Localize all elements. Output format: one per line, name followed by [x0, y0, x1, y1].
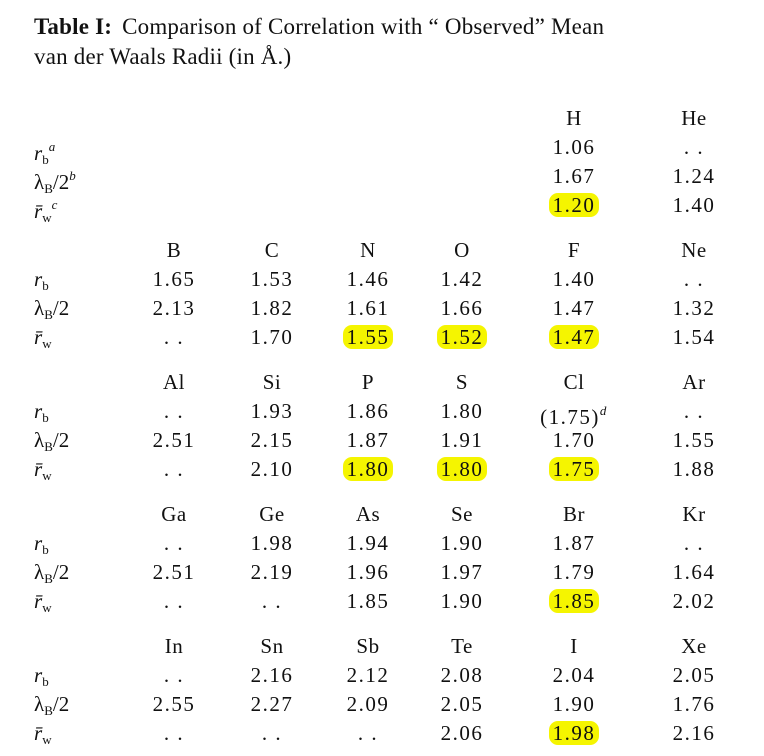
lambda-subscript: B — [44, 571, 53, 586]
rw-cell — [634, 719, 754, 747]
rw-cell-highlighted-value: 1.98 — [549, 721, 600, 745]
row-label-rb — [34, 265, 49, 293]
rb-cell-value: 2.04 — [552, 663, 596, 687]
lambda-cell — [402, 690, 522, 718]
lambda-cell-value: 1.82 — [250, 296, 294, 320]
lambda-cell-value: 2.55 — [152, 692, 196, 716]
rw-cell-value: . . — [163, 457, 185, 481]
lambda-cell — [514, 690, 634, 718]
element-symbol-value: S — [455, 370, 469, 394]
lambda-cell-value: 2.51 — [152, 560, 196, 584]
rw-cell — [402, 719, 522, 747]
rw-cell-value: . . — [261, 721, 283, 745]
rb-cell-value: . . — [163, 531, 185, 555]
rb-cell — [634, 661, 754, 689]
lambda-cell — [514, 294, 634, 322]
element-symbol — [402, 236, 522, 264]
element-symbol-value: I — [570, 634, 578, 658]
rw-cell — [634, 455, 754, 483]
row-label-lambda — [34, 294, 69, 322]
row-label-lambda — [34, 426, 69, 454]
rb-cell — [634, 265, 754, 293]
lambda-cell-value: 1.90 — [552, 692, 596, 716]
element-symbol — [634, 632, 754, 660]
rb-cell-value: 1.90 — [440, 531, 484, 555]
rw-cell-value: . . — [261, 589, 283, 613]
rw-symbol: r̄ — [34, 721, 43, 745]
rb-cell — [514, 397, 634, 429]
element-symbol — [514, 104, 634, 132]
element-symbol-value: Cl — [563, 370, 585, 394]
lambda-cell-value: 2.19 — [250, 560, 294, 584]
rb-cell-value: 1.06 — [552, 135, 596, 159]
element-symbol-value: C — [264, 238, 280, 262]
rb-cell — [514, 133, 634, 161]
rw-cell-value: . . — [163, 325, 185, 349]
lambda-cell-value: 2.27 — [250, 692, 294, 716]
rb-symbol: r — [34, 663, 43, 687]
rb-subscript: b — [42, 674, 49, 689]
element-symbol-value: N — [360, 238, 376, 262]
rb-cell-value: 2.12 — [346, 663, 390, 687]
element-symbol-value: F — [567, 238, 581, 262]
rb-symbol: r — [34, 267, 43, 291]
lambda-cell-value: 1.97 — [440, 560, 484, 584]
lambda-symbol: λ — [34, 296, 45, 320]
element-symbol-value: Ge — [259, 502, 285, 526]
rb-cell — [402, 397, 522, 425]
rb-symbol: r — [34, 399, 43, 423]
rb-cell-value: 2.08 — [440, 663, 484, 687]
row-label-rb — [34, 133, 56, 167]
lambda-divisor: /2 — [52, 692, 70, 716]
rw-cell-highlighted-value: 1.80 — [343, 457, 394, 481]
title-line-1: Comparison of Correlation with “ Observed” Mean — [122, 14, 605, 39]
rb-cell-value: 1.46 — [346, 267, 390, 291]
rw-subscript: w — [42, 468, 52, 483]
rb-cell-value: 1.98 — [250, 531, 294, 555]
element-symbol — [634, 104, 754, 132]
rw-cell — [634, 587, 754, 615]
row-label-rw — [34, 719, 52, 747]
element-symbol-value: Br — [563, 502, 585, 526]
rw-cell — [402, 323, 522, 351]
element-symbol-value: Xe — [681, 634, 707, 658]
lambda-subscript: B — [44, 307, 53, 322]
element-symbol-value: As — [355, 502, 381, 526]
table-label: Table I: — [34, 14, 113, 39]
rb-cell-value: . . — [683, 135, 705, 159]
lambda-cell-value: 1.70 — [552, 428, 596, 452]
rb-cell-value: 1.94 — [346, 531, 390, 555]
lambda-divisor: /2 — [52, 560, 70, 584]
row-label-rw — [34, 455, 52, 483]
element-symbol — [514, 632, 634, 660]
rb-cell-value: 1.80 — [440, 399, 484, 423]
rw-subscript: w — [42, 336, 52, 351]
rw-cell-value: 1.54 — [672, 325, 716, 349]
lambda-cell-value: 2.05 — [440, 692, 484, 716]
row-label-rb — [34, 397, 49, 425]
rb-symbol: r — [34, 141, 43, 165]
rw-cell-highlighted-value: 1.55 — [343, 325, 394, 349]
rb-cell-value: . . — [163, 399, 185, 423]
rb-cell-value: . . — [683, 267, 705, 291]
rw-cell-value: 2.10 — [250, 457, 294, 481]
element-symbol — [634, 368, 754, 396]
rw-cell-highlighted-value: 1.85 — [549, 589, 600, 613]
row-label-rw — [34, 191, 58, 225]
lambda-cell — [634, 558, 754, 586]
lambda-cell-value: 1.79 — [552, 560, 596, 584]
rw-cell-value: 2.06 — [440, 721, 484, 745]
lambda-cell-value: 1.91 — [440, 428, 484, 452]
rb-cell-value: 2.05 — [672, 663, 716, 687]
lambda-symbol: λ — [34, 692, 45, 716]
rb-cell — [514, 529, 634, 557]
element-symbol — [634, 236, 754, 264]
rb-cell-value: . . — [683, 399, 705, 423]
rw-subscript: w — [42, 732, 52, 747]
element-symbol-value: Ar — [682, 370, 706, 394]
lambda-cell-value: 2.09 — [346, 692, 390, 716]
element-symbol-value: Kr — [682, 502, 706, 526]
rb-symbol: r — [34, 531, 43, 555]
rb-cell-value: 1.53 — [250, 267, 294, 291]
rb-subscript: b — [42, 410, 49, 425]
lambda-cell-value: 1.32 — [672, 296, 716, 320]
element-symbol-value: B — [166, 238, 182, 262]
rw-cell-value: 1.90 — [440, 589, 484, 613]
rb-subscript: b — [42, 278, 49, 293]
rb-cell — [402, 661, 522, 689]
rb-cell-value: 1.65 — [152, 267, 196, 291]
rb-cell-value: (1.75) — [540, 405, 600, 429]
rw-cell-value: 2.16 — [672, 721, 716, 745]
lambda-symbol: λ — [34, 560, 45, 584]
lambda-cell-value: 1.47 — [552, 296, 596, 320]
rw-cell-value: . . — [357, 721, 379, 745]
rw-cell — [514, 455, 634, 483]
lambda-cell — [634, 294, 754, 322]
footnote-a: a — [48, 139, 56, 154]
rw-cell-value: . . — [163, 721, 185, 745]
lambda-cell — [514, 162, 634, 190]
lambda-cell — [402, 558, 522, 586]
element-symbol-value: O — [454, 238, 470, 262]
element-symbol-value: Sb — [356, 634, 380, 658]
rb-cell — [634, 529, 754, 557]
element-symbol-value: Ne — [681, 238, 707, 262]
lambda-cell-value: 1.66 — [440, 296, 484, 320]
element-symbol — [514, 500, 634, 528]
lambda-cell-value: 1.96 — [346, 560, 390, 584]
lambda-divisor: /2 — [52, 296, 70, 320]
lambda-cell-value: 1.76 — [672, 692, 716, 716]
rb-cell-value: 1.42 — [440, 267, 484, 291]
lambda-divisor: /2 — [52, 428, 70, 452]
lambda-cell-value: 1.67 — [552, 164, 596, 188]
row-label-lambda — [34, 558, 69, 586]
rb-cell — [514, 661, 634, 689]
element-symbol-value: H — [566, 106, 582, 130]
rb-cell — [402, 529, 522, 557]
rw-cell-value: 1.40 — [672, 193, 716, 217]
footnote-b: b — [69, 168, 76, 183]
row-label-rb — [34, 661, 49, 689]
element-symbol — [514, 236, 634, 264]
rw-cell-value: 1.85 — [346, 589, 390, 613]
lambda-cell — [514, 558, 634, 586]
rw-subscript: w — [42, 210, 52, 225]
element-symbol-value: Ga — [161, 502, 187, 526]
element-symbol-value: P — [361, 370, 375, 394]
lambda-cell — [634, 690, 754, 718]
rw-cell-highlighted-value: 1.75 — [549, 457, 600, 481]
element-symbol-value: Te — [451, 634, 473, 658]
rb-cell-value: 1.86 — [346, 399, 390, 423]
rw-cell-highlighted-value: 1.80 — [437, 457, 488, 481]
lambda-cell-value: 2.51 — [152, 428, 196, 452]
title-line-2: van der Waals Radii (in Å.) — [34, 44, 292, 69]
lambda-cell-value: 1.61 — [346, 296, 390, 320]
rw-cell — [514, 719, 634, 747]
rb-cell — [634, 397, 754, 425]
lambda-divisor: /2 — [52, 170, 70, 194]
element-symbol — [402, 632, 522, 660]
lambda-cell — [402, 426, 522, 454]
element-symbol-value: Si — [262, 370, 282, 394]
element-symbol — [402, 368, 522, 396]
element-symbol — [634, 500, 754, 528]
lambda-cell-value: 1.87 — [346, 428, 390, 452]
rw-cell — [514, 587, 634, 615]
rb-cell — [514, 265, 634, 293]
row-label-lambda — [34, 162, 76, 196]
rb-cell-value: 1.40 — [552, 267, 596, 291]
element-symbol-value: Se — [451, 502, 473, 526]
rb-subscript: b — [42, 542, 49, 557]
rb-cell-value: 1.87 — [552, 531, 596, 555]
element-symbol-value: He — [681, 106, 707, 130]
lambda-subscript: B — [44, 439, 53, 454]
row-label-rw — [34, 323, 52, 351]
rw-cell-value: 1.88 — [672, 457, 716, 481]
row-label-lambda — [34, 690, 69, 718]
lambda-subscript: B — [44, 181, 53, 196]
footnote-c: c — [51, 197, 58, 212]
rw-cell-highlighted-value: 1.20 — [549, 193, 600, 217]
rw-cell — [634, 191, 754, 219]
rw-symbol: r̄ — [34, 325, 43, 349]
rb-subscript: b — [42, 152, 49, 167]
rw-cell — [514, 323, 634, 351]
element-symbol — [514, 368, 634, 396]
row-label-rw — [34, 587, 52, 615]
rw-cell-value: 2.02 — [672, 589, 716, 613]
lambda-cell — [634, 426, 754, 454]
element-symbol-value: Sn — [260, 634, 284, 658]
lambda-cell-value: 1.24 — [672, 164, 716, 188]
lambda-cell — [402, 294, 522, 322]
rw-cell-highlighted-value: 1.52 — [437, 325, 488, 349]
lambda-cell-value: 2.13 — [152, 296, 196, 320]
rw-cell-value: . . — [163, 589, 185, 613]
element-symbol-value: Al — [163, 370, 185, 394]
rw-cell — [402, 587, 522, 615]
element-symbol — [402, 500, 522, 528]
rw-symbol: r̄ — [34, 589, 43, 613]
row-label-rb — [34, 529, 49, 557]
lambda-symbol: λ — [34, 170, 45, 194]
rw-subscript: w — [42, 600, 52, 615]
rw-cell — [634, 323, 754, 351]
rb-cell — [634, 133, 754, 161]
footnote-d: d — [599, 403, 608, 418]
lambda-cell — [634, 162, 754, 190]
rb-cell-value: . . — [683, 531, 705, 555]
element-symbol-value: In — [164, 634, 184, 658]
lambda-subscript: B — [44, 703, 53, 718]
lambda-symbol: λ — [34, 428, 45, 452]
lambda-cell-value: 2.15 — [250, 428, 294, 452]
rw-cell-highlighted-value: 1.47 — [549, 325, 600, 349]
rb-cell-value: . . — [163, 663, 185, 687]
rw-cell-value: 1.70 — [250, 325, 294, 349]
rw-symbol: r̄ — [34, 199, 43, 223]
lambda-cell-value: 1.64 — [672, 560, 716, 584]
rb-cell-value: 2.16 — [250, 663, 294, 687]
rw-cell — [514, 191, 634, 219]
lambda-cell — [514, 426, 634, 454]
lambda-cell-value: 1.55 — [672, 428, 716, 452]
rb-cell-value: 1.93 — [250, 399, 294, 423]
rw-symbol: r̄ — [34, 457, 43, 481]
rb-cell — [402, 265, 522, 293]
rw-cell — [402, 455, 522, 483]
